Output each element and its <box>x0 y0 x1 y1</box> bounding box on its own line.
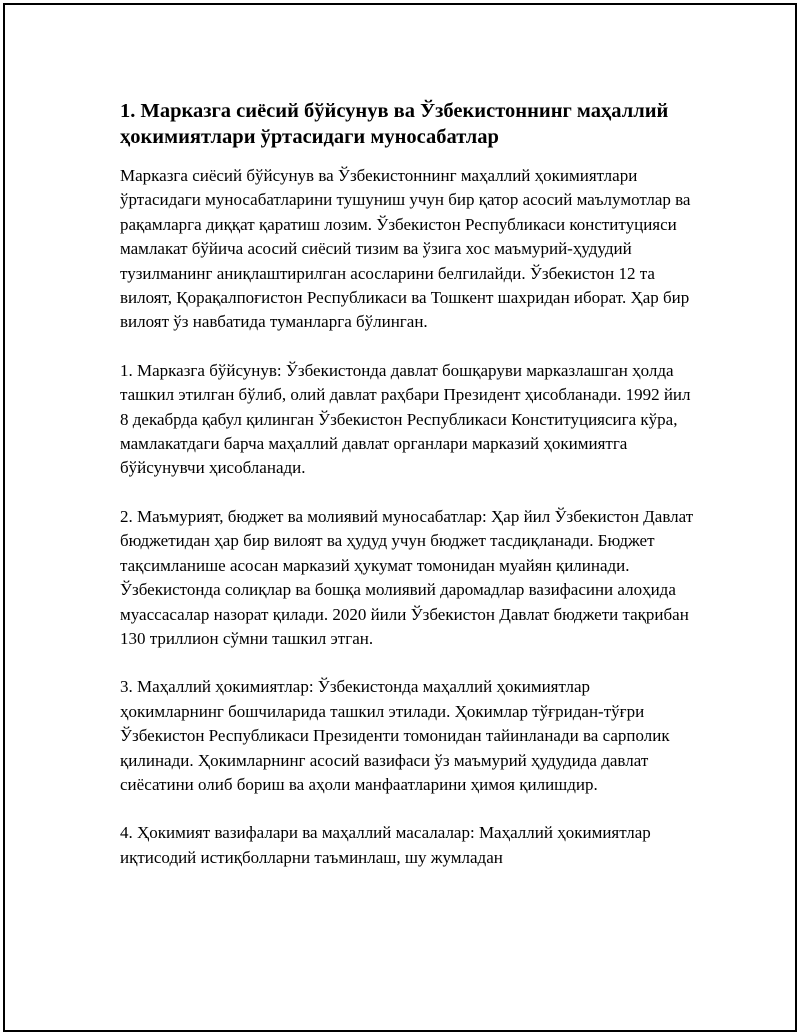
section-4-paragraph: 4. Ҳокимият вазифалари ва маҳаллий масалалар: Маҳаллий ҳокимиятлар иқтисодий истиқболларни таъминлаш, шу жумладан <box>120 823 651 867</box>
document-page <box>3 3 797 1032</box>
section-3-paragraph: 3. Маҳаллий ҳокимиятлар: Ўзбекистонда маҳаллий ҳокимиятлар ҳокимларнинг бошчиларида ташкил этилади. Ҳокимлар тўғридан-тўғри Ўзбекистон Республикаси Президенти томонидан тайинланади ва сарполик қилинади. Ҳокимларнинг асосий вазифаси ўз маъмурий ҳудудида давлат сиёсатини олиб бориш ва аҳоли манфаатларини ҳимоя қилишдир. <box>120 677 670 794</box>
section-1-paragraph: 1. Марказга бўйсунув: Ўзбекистонда давлат бошқаруви марказлашган ҳолда ташкил этилган бўлиб, олий давлат раҳбари Президент ҳисобланади. 1992 йил 8 декабрда қабул қилинган Ўзбекистон Республикаси Конституциясига кўра, мамлакатдаги барча маҳаллий давлат органлари марказий ҳокимиятга бўйсунувчи ҳисобланади. <box>120 360 691 478</box>
intro-paragraph: Марказга сиёсий бўйсунув ва Ўзбекистоннинг маҳаллий ҳокимиятлари ўртасидаги муносабатларини тушуниш учун бир қатор асосий маълумотлар ва рақамларга диққат қаратиш лозим. Ўзбекистон Республикаси конституцияси мамлакат бўйича асосий сиёсий тизим ва ўзига хос маъмурий-ҳудудий тузилманинг аниқлаштирилган асосларини белгилайди. Ўзбекистон 12 та вилоят, Қорақалпоғистон Республикаси ва Тошкент шахридан иборат. Ҳар бир вилоят ўз навбатида туманларга бўлинган. <box>120 166 691 332</box>
section-2-paragraph: 2. Маъмурият, бюджет ва молиявий муносабатлар: Ҳар йил Ўзбекистон Давлат бюджетидан ҳар бир вилоят ва ҳудуд учун бюджет тасдиқланади. Бюджет тақсимланише асосан марказий ҳукумат томонидан муайян қилинади. Ўзбекистонда солиқлар ва бошқа молиявий даромадлар вазифасини алоҳида муассасалар назорат қилади. 2020 йили Ўзбекистон Давлат бюджети тақрибан 130 триллион сўмни ташкил этган. <box>120 506 694 648</box>
document-content <box>120 98 695 894</box>
document-title: 1. Марказга сиёсий бўйсунув ва Ўзбекистоннинг маҳаллий ҳокимиятлари ўртасидаги муносабатлар <box>120 100 669 148</box>
